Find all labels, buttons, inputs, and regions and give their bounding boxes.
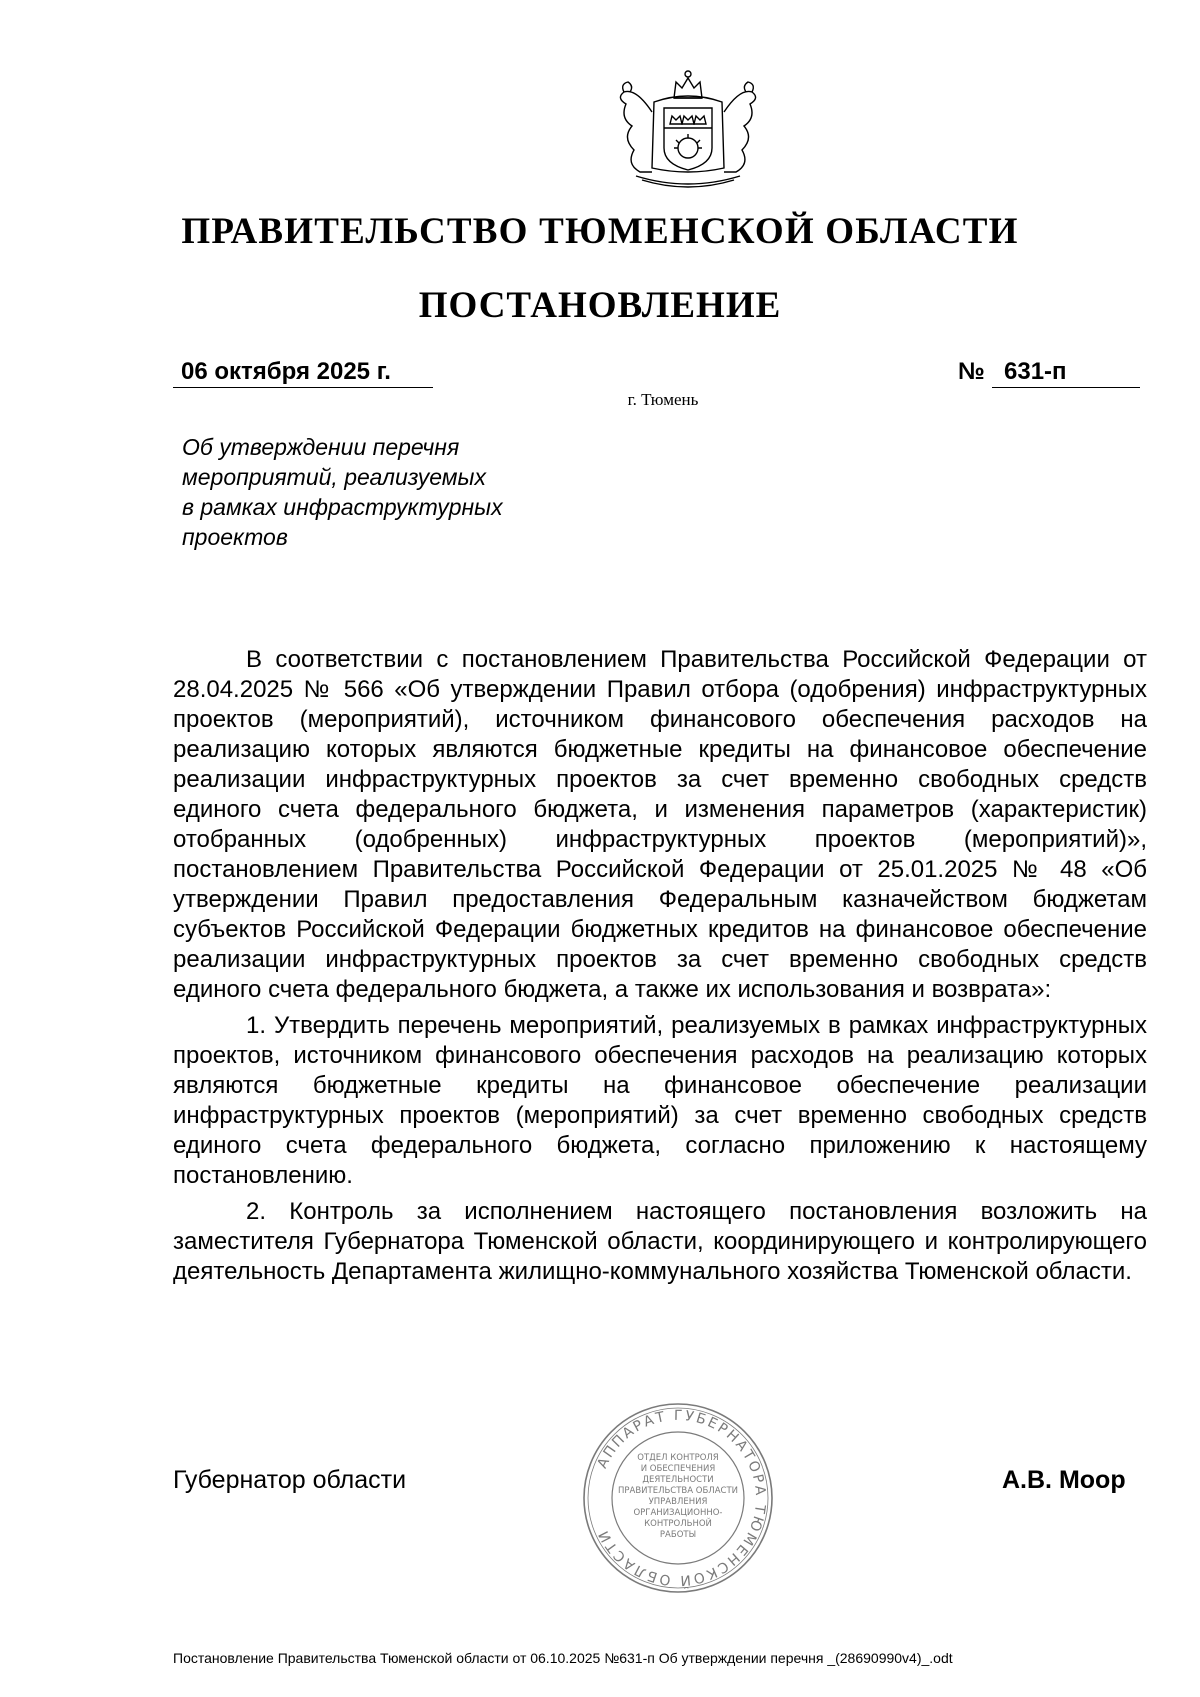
stamp-line: КОНТРОЛЬНОЙ: [644, 1519, 712, 1529]
official-stamp: [580, 1400, 776, 1596]
document-type-title: ПОСТАНОВЛЕНИЕ: [418, 285, 782, 326]
city: г. Тюмень: [627, 390, 699, 409]
stamp-line: РАБОТЫ: [659, 1530, 697, 1540]
subject-line: проектов: [182, 524, 288, 550]
stamp-line: И ОБЕСПЕЧЕНИЯ: [640, 1464, 716, 1474]
item-1-paragraph: 1. Утвердить перечень мероприятий, реализуемых в рамках инфраструктурных проектов, источником финансового обеспечения расходов на реализацию которых являются бюджетные кредиты на финансовое обеспечение реализации инфраструктурных проектов (мероприятий) за счет временно свободных средств единого счета федерального бюджета, согласно приложению к настоящему постановлению.: [173, 1012, 1147, 1189]
document-subject: [182, 432, 602, 552]
subject-line: мероприятий, реализуемых: [182, 464, 486, 490]
signatory-role: Губернатор области: [173, 1466, 407, 1494]
subject-line: Об утверждении перечня: [182, 434, 460, 460]
stamp-line: ОТДЕЛ КОНТРОЛЯ: [637, 1453, 719, 1463]
subject-line: в рамках инфраструктурных: [182, 494, 503, 520]
item-2-paragraph: 2. Контроль за исполнением настоящего постановления возложить на заместителя Губернатора Тюменской области, координирующего и контролирующего деятельность Департамента жилищно-коммунального хозяйства Тюменской области.: [173, 1198, 1147, 1285]
document-date: 06 октября 2025 г.: [173, 358, 433, 388]
footer-file-info: Постановление Правительства Тюменской области от 06.10.2025 №631-п Об утверждении перечня _(28690990v4)_.odt: [173, 1650, 953, 1666]
preamble-paragraph: В соответствии с постановлением Правительства Российской Федерации от 28.04.2025 № 566 «Об утверждении Правил отбора (одобрения) инфраструктурных проектов (мероприятий), источником финансового обеспечения расходов на реализацию которых являются бюджетные кредиты на финансовое обеспечение реализации инфраструктурных проектов за счет временно свободных средств единого счета федерального бюджета, и изменения параметров (характеристик) отобранных (одобренных) инфраструктурных проектов (мероприятий)», постановлением Правительства Российской Федерации от 25.01.2025 № 48 «Об утверждении Правил предоставления Федеральным казначейством бюджетам субъектов Российской Федерации бюджетных кредитов на финансовое обеспечение реализации инфраструктурных проектов за счет временно свободных средств единого счета федерального бюджета, а также их использования и возврата»:: [173, 646, 1147, 1003]
stamp-outer-text: АППАРАТ ГУБЕРНАТОРА ТЮМЕНСКОЙ ОБЛАСТИ: [594, 1407, 769, 1589]
stamp-line: ДЕЯТЕЛЬНОСТИ: [642, 1475, 714, 1485]
tyumen-coat-of-arms-icon: [596, 68, 780, 192]
stamp-line: ОРГАНИЗАЦИОННО-: [633, 1508, 723, 1518]
stamp-line: ПРАВИТЕЛЬСТВА ОБЛАСТИ: [618, 1486, 738, 1496]
document-number-label: №: [958, 358, 985, 385]
organization-title: ПРАВИТЕЛЬСТВО ТЮМЕНСКОЙ ОБЛАСТИ: [181, 211, 1019, 252]
stamp-line: УПРАВЛЕНИЯ: [648, 1497, 708, 1507]
signatory-name: А.В. Моор: [1002, 1466, 1126, 1494]
document-number: 631-п: [992, 358, 1140, 388]
document-body: [173, 645, 1147, 1293]
